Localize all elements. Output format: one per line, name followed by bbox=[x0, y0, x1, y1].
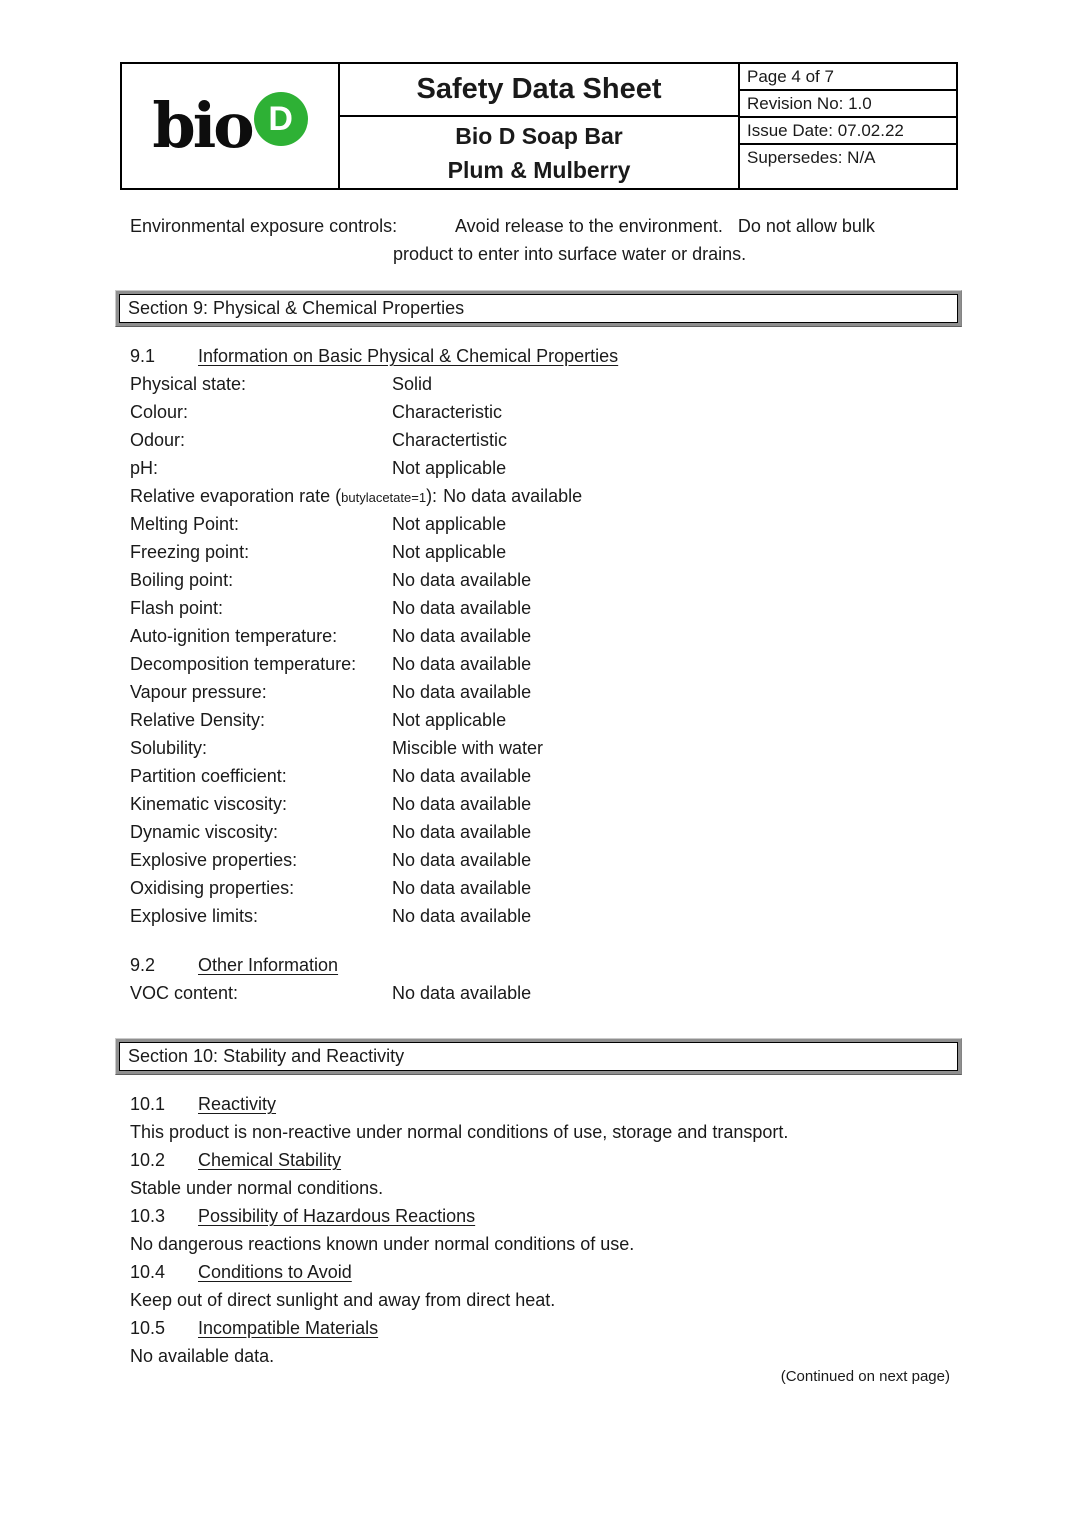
property-row bbox=[130, 510, 960, 538]
section10-5-title: Incompatible Materials bbox=[198, 1318, 379, 1338]
property-row bbox=[130, 818, 960, 846]
document-header-table bbox=[120, 62, 958, 190]
property-row bbox=[130, 678, 960, 706]
section10-2-body: Stable under normal conditions. bbox=[130, 1178, 384, 1198]
section9-2-title: Other Information bbox=[198, 955, 339, 975]
property-row bbox=[130, 902, 960, 930]
section9-header-bar bbox=[115, 290, 962, 327]
property-label: Solubility: bbox=[130, 738, 208, 758]
property-label: Decomposition temperature: bbox=[130, 654, 357, 674]
property-label: Partition coefficient: bbox=[130, 766, 287, 786]
property-row bbox=[130, 706, 960, 734]
section10-5-number: 10.5 bbox=[130, 1318, 166, 1338]
section10-3-body: No dangerous reactions known under normal conditions of use. bbox=[130, 1234, 635, 1254]
section10-1-number: 10.1 bbox=[130, 1094, 166, 1114]
continued-note: (Continued on next page) bbox=[780, 1368, 950, 1385]
meta-cell bbox=[740, 64, 956, 188]
property-label: Explosive properties: bbox=[130, 850, 298, 870]
section9-2-heading bbox=[130, 951, 338, 979]
property-label: Odour: bbox=[130, 430, 186, 450]
property-row-voc bbox=[130, 979, 960, 1007]
evaporation-value: No data available bbox=[443, 486, 583, 506]
property-value: No data available bbox=[392, 654, 532, 674]
property-value: No data available bbox=[392, 570, 532, 590]
voc-value: No data available bbox=[392, 983, 532, 1003]
property-value: Solid bbox=[392, 374, 433, 394]
issue-date: Issue Date: 07.02.22 bbox=[740, 118, 956, 145]
property-value: Not applicable bbox=[392, 458, 507, 478]
property-value: No data available bbox=[392, 626, 532, 646]
property-label: Freezing point: bbox=[130, 542, 250, 562]
property-value: No data available bbox=[392, 766, 532, 786]
property-value: Not applicable bbox=[392, 514, 507, 534]
environmental-exposure-text-line1: Avoid release to the environment. Do not allow bulk bbox=[455, 216, 875, 236]
environmental-exposure-label: Environmental exposure controls: bbox=[130, 216, 398, 236]
property-row bbox=[130, 454, 960, 482]
logo-text: bio bbox=[152, 89, 252, 162]
section9-1-title: Information on Basic Physical & Chemical Properties bbox=[198, 346, 619, 366]
property-row bbox=[130, 594, 960, 622]
evaporation-label-small: butylacetate=1 bbox=[341, 490, 427, 505]
property-value: Not applicable bbox=[392, 542, 507, 562]
property-label: Flash point: bbox=[130, 598, 224, 618]
section10-3-number: 10.3 bbox=[130, 1206, 166, 1226]
property-row bbox=[130, 874, 960, 902]
section10-4-heading bbox=[130, 1258, 960, 1286]
property-value: Characteristic bbox=[392, 402, 503, 422]
section10-header-text: Section 10: Stability and Reactivity bbox=[119, 1042, 958, 1071]
page-number: Page 4 of 7 bbox=[740, 64, 956, 91]
evaporation-label-prefix: Relative evaporation rate ( bbox=[130, 486, 342, 506]
property-label: Auto-ignition temperature: bbox=[130, 626, 338, 646]
voc-row-container bbox=[130, 979, 960, 1007]
section10-2-title: Chemical Stability bbox=[198, 1150, 342, 1170]
supersedes: Supersedes: N/A bbox=[747, 148, 876, 167]
section10-5-heading bbox=[130, 1314, 960, 1342]
property-value: Miscible with water bbox=[392, 738, 544, 758]
property-label: Relative Density: bbox=[130, 710, 266, 730]
logo-cell bbox=[122, 64, 340, 188]
property-label: Oxidising properties: bbox=[130, 878, 295, 898]
section10-content bbox=[130, 1090, 960, 1370]
property-value: No data available bbox=[392, 878, 532, 898]
property-value: No data available bbox=[392, 682, 532, 702]
property-value: No data available bbox=[392, 598, 532, 618]
property-row bbox=[130, 566, 960, 594]
property-label: Boiling point: bbox=[130, 570, 234, 590]
section9-2-number: 9.2 bbox=[130, 955, 156, 975]
property-value: No data available bbox=[392, 822, 532, 842]
property-row bbox=[130, 398, 960, 426]
property-row bbox=[130, 790, 960, 818]
property-value: Not applicable bbox=[392, 710, 507, 730]
section10-2-heading bbox=[130, 1146, 960, 1174]
evaporation-label-suffix: ): bbox=[426, 486, 438, 506]
product-name bbox=[340, 117, 738, 188]
property-row bbox=[130, 370, 960, 398]
section10-4-number: 10.4 bbox=[130, 1262, 166, 1282]
section10-1-title: Reactivity bbox=[198, 1094, 277, 1114]
property-value: No data available bbox=[392, 906, 532, 926]
property-label: pH: bbox=[130, 458, 159, 478]
logo-d-badge-icon: D bbox=[254, 92, 308, 146]
section9-1-heading bbox=[130, 342, 618, 370]
environmental-exposure-paragraph bbox=[130, 212, 960, 268]
property-label: Kinematic viscosity: bbox=[130, 794, 288, 814]
property-label: Dynamic viscosity: bbox=[130, 822, 279, 842]
section10-2-number: 10.2 bbox=[130, 1150, 166, 1170]
section10-4-body: Keep out of direct sunlight and away from direct heat. bbox=[130, 1290, 556, 1310]
property-label: Colour: bbox=[130, 402, 189, 422]
property-row bbox=[130, 622, 960, 650]
property-row bbox=[130, 426, 960, 454]
property-row bbox=[130, 734, 960, 762]
section10-1-body: This product is non-reactive under normal conditions of use, storage and transport. bbox=[130, 1122, 789, 1142]
product-name-line1: Bio D Soap Bar bbox=[455, 122, 623, 149]
voc-label: VOC content: bbox=[130, 983, 239, 1003]
property-row bbox=[130, 650, 960, 678]
property-row bbox=[130, 846, 960, 874]
properties-list-bottom bbox=[130, 510, 960, 930]
environmental-exposure-text-line2: product to enter into surface water or drains. bbox=[393, 244, 747, 264]
property-label: Physical state: bbox=[130, 374, 247, 394]
section10-header-bar bbox=[115, 1038, 962, 1075]
section10-4-title: Conditions to Avoid bbox=[198, 1262, 352, 1282]
section9-header-text: Section 9: Physical & Chemical Properties bbox=[119, 294, 958, 323]
section10-1-heading bbox=[130, 1090, 960, 1118]
property-value: Charactertistic bbox=[392, 430, 508, 450]
property-value: No data available bbox=[392, 850, 532, 870]
section10-5-body: No available data. bbox=[130, 1346, 275, 1366]
bio-d-logo bbox=[152, 89, 307, 162]
property-row bbox=[130, 762, 960, 790]
title-cell bbox=[340, 64, 740, 188]
property-row-evaporation-rate bbox=[130, 482, 582, 510]
property-value: No data available bbox=[392, 794, 532, 814]
document-title: Safety Data Sheet bbox=[340, 64, 738, 117]
property-label: Explosive limits: bbox=[130, 906, 259, 926]
section10-3-title: Possibility of Hazardous Reactions bbox=[198, 1206, 476, 1226]
property-label: Vapour pressure: bbox=[130, 682, 267, 702]
properties-list-top bbox=[130, 370, 960, 482]
property-label: Melting Point: bbox=[130, 514, 240, 534]
revision-number: Revision No: 1.0 bbox=[740, 91, 956, 118]
product-name-line2: Plum & Mulberry bbox=[447, 156, 631, 183]
section9-1-number: 9.1 bbox=[130, 346, 156, 366]
property-row bbox=[130, 538, 960, 566]
section10-3-heading bbox=[130, 1202, 960, 1230]
